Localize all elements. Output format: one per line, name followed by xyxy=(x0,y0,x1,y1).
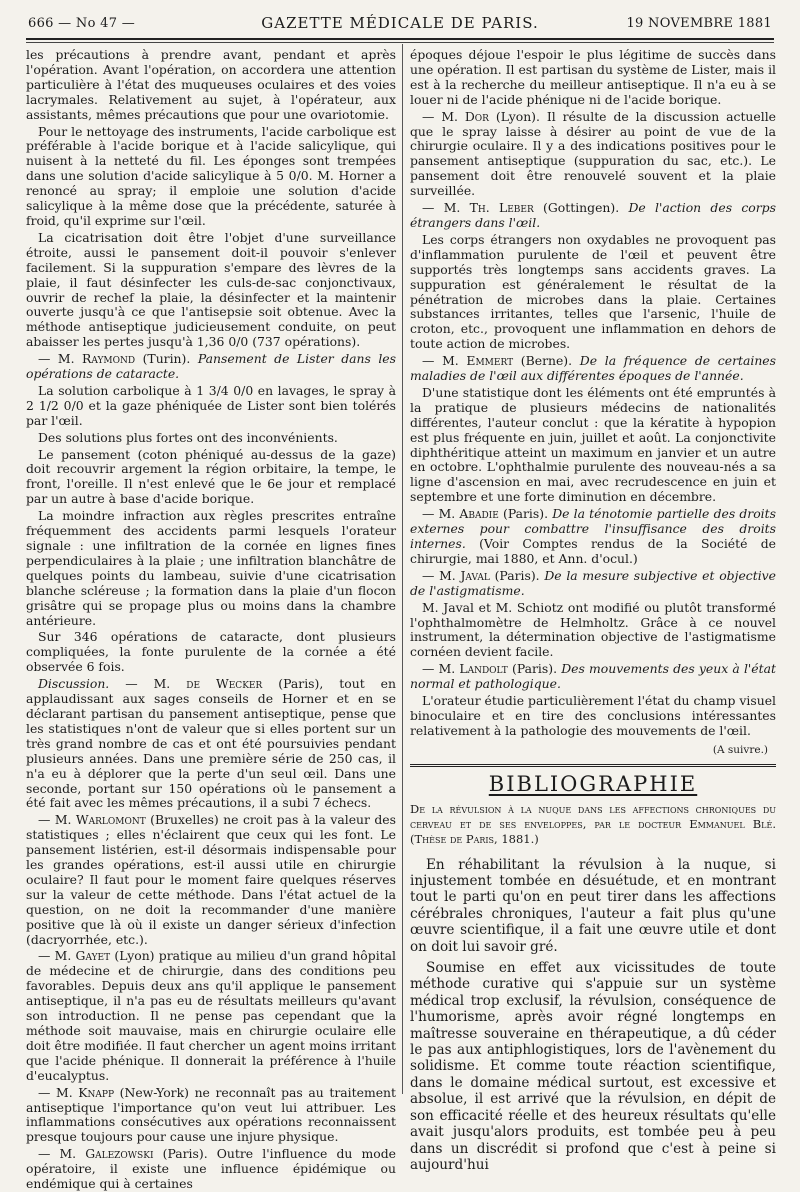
speaker-name: — M. Knapp xyxy=(38,1084,115,1100)
speaker-name: — M. Landolt xyxy=(422,661,508,677)
communication-title: Pansement de Lister dans les opérations de cataracte. xyxy=(26,351,397,382)
paragraph: La solution carbolique à 1 3/4 0/0 en lavages, le spray à 2 1/2 0/0 et la gaze phéniquée de Lister sont bien tolérés par l'œil. xyxy=(26,382,396,428)
communication-title: De l'action des corps étrangers dans l'œil. xyxy=(410,200,776,230)
speaker-place: (Gottingen). xyxy=(543,200,620,216)
speaker-name: — M. Galezowski xyxy=(38,1146,154,1162)
paragraph: La moindre infraction aux règles prescrites entraîne fréquemment des accidents parmi lesquels l'orateur signale : une infiltration de la cornée en lignes fines perpendiculaires à la plaie ; une infiltration blanchâtre de quelques points du lambeau, suivie d'une cicatrisation blanche scléreuse ; la formation dans la plaie d'un flocon grisâtre qui se propage plus ou moins dans la chambre antérieure. xyxy=(26,508,396,628)
communication-heading xyxy=(410,507,776,567)
communication-title: De la mesure subjective et objective de l'astigmatisme. xyxy=(410,567,776,598)
paragraph: Les corps étrangers non oxydables ne provoquent pas d'inflammation purulente de l'œil et peuvent être supportés très longtemps sans accidents graves. La suppuration est généralement le résultat de la pénétration de microbes dans la plaie. Certaines substances irritantes, telles que l'arsenic, l'huile de croton, etc., provoquent une inflammation en dehors de toute action de microbes. xyxy=(410,231,776,352)
speaker-name: — M. Javal xyxy=(422,567,490,583)
continued-note: (A suivre.) xyxy=(712,743,768,756)
speaker-name: — M. Dor xyxy=(422,108,489,124)
communication-heading xyxy=(410,662,776,692)
paragraph: D'une statistique dont les éléments ont été empruntés à la pratique de plusieurs médecins de nationalités différentes, l'auteur conclut : que la kératite à hypopion est plus fréquente en juin, juillet et août. La conjonctivite diphthéritique atteint un maximum en janvier et un autre en octobre. L'ophthalmie purulente des nouveau-nés a sa ligne d'ascension en mai, avec recrudescence en juin et septembre et une forte diminution en décembre. xyxy=(410,384,776,505)
page-number: 666 xyxy=(28,16,54,31)
speaker-paragraph xyxy=(26,1086,396,1146)
speaker-place: (Turin). xyxy=(142,351,191,367)
communication-title: De la fréquence de certaines maladies de l'œil aux différentes époques de l'année. xyxy=(410,353,776,384)
speaker-text: (Lyon) pratique au milieu d'un grand hôpital de médecine et de chirurgie, dans des conditions peu favorables. Depuis deux ans qu'il applique le pansement antiseptique, il n'a pas eu de résultats meilleurs qu'avant son introduction. Il ne pense pas cependant que la méthode soit mauvaise, mais en chirurgie oculaire elle doit être modifiée. Il faut chercher un agent moins irritant que l'acide phénique. Il donnerait la préférence à l'huile d'eucalyptus. xyxy=(26,948,396,1083)
communication-title: Des mouvements des yeux à l'état normal et pathologique. xyxy=(410,661,776,692)
speaker-text: (Paris), tout en applaudissant aux sages conseils de Horner et en se déclarant partisan du pansement antiseptique, pense que les statistiques n'ont de valeur que si elles portent sur un très grand nombre de cas et ont été poursuivies pendant plusieurs années. Dans une première série de 250 cas, il n'a eu à déplorer que la perte d'un seul œil. Dans une seconde, portant sur 150 opérations où le pansement a été fait avec les mêmes précautions, il a subi 7 échecs. xyxy=(26,676,396,811)
journal-title: GAZETTE MÉDICALE DE PARIS. xyxy=(261,14,539,32)
communication-title: De la ténotomie partielle des droits externes pour combattre l'insuffisance des droits internes. xyxy=(410,506,776,551)
header-rule-thin xyxy=(26,42,774,43)
speaker-text: (Bruxelles) ne croit pas à la valeur des statistiques ; elles n'éclairent que ceux qui les font. Le pansement listérien, est-il désormais indispensable pour les grandes opérations, est-il aussi utile en chirurgie oculaire? Il faut pour le moment faire quelques réserves sur la valeur de cette méthode. Dans l'état actuel de la question, on ne doit la recommander d'une manière positive que là où il existe un danger sérieux d'infection (dacryorrhée, etc.). xyxy=(26,812,396,947)
bibliography-body xyxy=(410,857,776,1174)
bibliography-entry-title: De la révulsion à la nuque dans les affections chroniques du cerveau et de ses enveloppes, par le docteur Emmanuel Blé. (Thèse de Paris, 1881.) xyxy=(410,801,776,846)
paragraph: En réhabilitant la révulsion à la nuque, si injustement tombée en désuétude, et en montrant tout le parti qu'on en peut tirer dans les affections cérébrales chroniques, l'auteur a fait plus qu'une œuvre scientifique, il a fait une œuvre utile et dont on doit lui savoir gré. xyxy=(410,856,776,955)
speaker-text: (Lyon). Il résulte de la discussion actuelle que le spray laisse à désirer au point de vue de la chirurgie oculaire. Il y a des indications positives pour le pansement antiseptique (suppuration du sac, etc.). Le pansement doit être renouvelé souvent et la plaie surveillée. xyxy=(410,108,776,199)
speaker-place: (Berne). xyxy=(520,353,573,369)
speaker-text: (New-York) ne reconnaît pas au traitement antiseptique l'importance qu'on veut lui attribuer. Les inflammations consécutives aux opérations reconnaissent presque toujours pour cause une injure physique. xyxy=(26,1084,396,1145)
reference-note: (Voir Comptes rendus de la Société de chirurgie, mai 1880, et Ann. d'ocul.) xyxy=(410,536,776,566)
communication-heading xyxy=(410,201,776,231)
page-header xyxy=(28,10,772,36)
discussion-paragraph xyxy=(26,677,396,811)
discussion-label: Discussion. xyxy=(38,676,110,692)
speaker-paragraph xyxy=(410,110,776,199)
section-rule xyxy=(410,764,776,769)
speaker-paragraph xyxy=(26,949,396,1083)
speaker-text: (Paris). Outre l'influence du mode opératoire, il existe une influence épidémique ou endémique qui à certaines xyxy=(26,1146,396,1192)
paragraph: M. Javal et M. Schiotz ont modifié ou plutôt transformé l'ophthalmomètre de Helmholtz. Grâce à ce nouvel instrument, la détermination objective de l'astigmatisme cornéen devient facile. xyxy=(410,599,776,660)
speaker-paragraph xyxy=(26,1147,396,1192)
speaker-place: (Paris). xyxy=(502,506,549,522)
right-column xyxy=(410,47,776,1173)
speaker-name: — M. de Wecker xyxy=(125,676,263,692)
paragraph: La cicatrisation doit être l'objet d'une surveillance étroite, aussi le pansement doit-il pouvoir s'enlever facilement. Si la suppuration s'empare des lèvres de la plaie, il faut désinfecter les culs-de-sac conjonctivaux, ouvrir de rechef la plaie, la désinfecter et la maintenir ouverte jusqu'à ce que l'antisepsie soit obtenue. Avec la méthode antiseptique judicieusement conduite, on peut abaisser les pertes jusqu'à 1,36 0/0 (737 opérations). xyxy=(26,229,396,350)
header-rule xyxy=(26,38,774,40)
speaker-name: — M. Gayet xyxy=(38,948,111,964)
issue-date: 19 NOVEMBRE 1881 xyxy=(626,16,772,31)
speaker-place: (Paris). xyxy=(512,661,558,677)
issue-number: — No 47 — xyxy=(58,16,135,31)
paragraph: L'orateur étudie particulièrement l'état du champ visuel binoculaire et en tire des conclusions intéressantes relativement à la pathologie des mouvements de l'œil. xyxy=(410,693,776,738)
paragraph: Le pansement (coton phéniqué au-dessus de la gaze) doit recouvrir argement la région orbitaire, la tempe, le front, l'oreille. Il n'est enlevé que le 6e jour et remplacé par un autre à base d'acide borique. xyxy=(26,446,396,507)
paragraph: époques déjoue l'espoir le plus légitime de succès dans une opération. Il est partisan du système de Lister, mais il est à la recherche du meilleur antiseptique. Il n'a eu à se louer ni de l'acide phénique ni de l'acide borique. xyxy=(410,47,776,107)
bibliography-heading: BIBLIOGRAPHIE xyxy=(488,771,698,796)
paragraph: Sur 346 opérations de cataracte, dont plusieurs compliquées, la fonte purulente de la cornée a été observée 6 fois. xyxy=(26,629,396,675)
left-column xyxy=(26,47,397,1192)
column-divider xyxy=(402,44,403,1094)
communication-heading xyxy=(26,352,396,382)
paragraph: Soumise en effet aux vicissitudes de toute méthode curative qui s'appuie sur un système médical trop exclusif, la révulsion, conséquence de l'humorisme, après avoir régné longtemps en maîtresse souveraine en thérapeutique, a dû céder le pas aux antiphlogistiques, lors de l'avènement du solidisme. Et comme toute réaction scientifique, dans le domaine médical surtout, est excessive et absolue, il est arrivé que la révulsion, en dépit de son efficacité réelle et des heureux résultats qu'elle avait jusqu'alors produits, est tombée peu à peu dans un discrédit si profond que c'est à peine si aujourd'hui xyxy=(410,960,776,1173)
speaker-name: — M. Emmert xyxy=(422,353,514,369)
paragraph: Pour le nettoyage des instruments, l'acide carbolique est préférable à l'acide borique et à l'acide salicylique, qui nuisent à la netteté du fil. Les éponges sont trempées dans une solution d'acide salicylique à 5 0/0. M. Horner a renoncé au spray; il emploie une solution d'acide salicylique à la même dose que la précédente, saturée à froid, qu'il exprime sur l'œil. xyxy=(26,123,396,228)
speaker-name: — M. Warlomont xyxy=(38,812,146,828)
paragraph: Des solutions plus fortes ont des inconvénients. xyxy=(38,429,338,445)
speaker-name: — M. Raymond xyxy=(38,351,136,367)
speaker-name: — M. Th. Leber xyxy=(422,200,534,216)
speaker-place: (Paris). xyxy=(494,567,540,583)
communication-heading xyxy=(410,569,776,599)
speaker-name: — M. Abadie xyxy=(422,506,499,522)
communication-heading xyxy=(410,354,776,384)
paragraph: les précautions à prendre avant, pendant et après l'opération. Avant l'opération, on accordera une attention particulière à l'état des muqueuses oculaires et des voies lacrymales. Relativement au sujet, à l'opérateur, aux assistants, mêmes précautions que pour une ovariotomie. xyxy=(26,47,396,122)
speaker-paragraph xyxy=(26,813,396,947)
